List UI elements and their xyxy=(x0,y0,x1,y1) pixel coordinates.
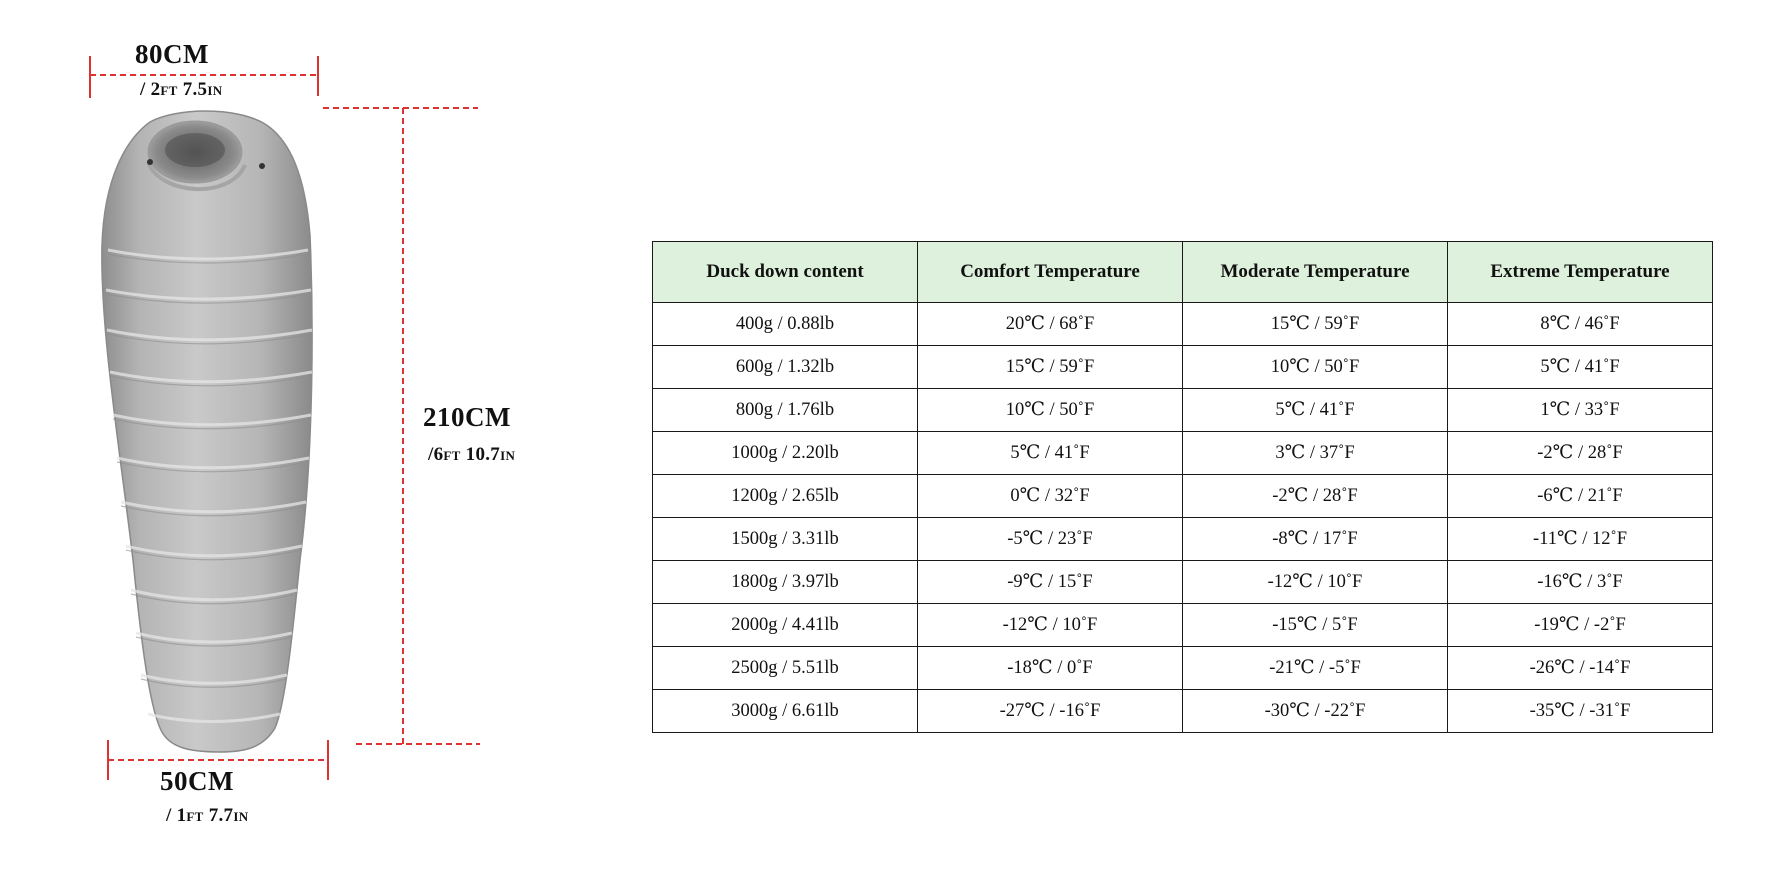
table-row xyxy=(653,475,1713,518)
table-cell: 1000g / 2.20lb xyxy=(653,432,918,475)
table-header-row xyxy=(653,242,1713,303)
table-cell: -11℃ / 12˚F xyxy=(1448,518,1713,561)
table-row xyxy=(653,346,1713,389)
table-cell: 5℃ / 41˚F xyxy=(1183,389,1448,432)
table-cell: 0℃ / 32˚F xyxy=(918,475,1183,518)
table-cell: 15℃ / 59˚F xyxy=(918,346,1183,389)
table-row xyxy=(653,561,1713,604)
table-cell: -12℃ / 10˚F xyxy=(918,604,1183,647)
table-cell: -21℃ / -5˚F xyxy=(1183,647,1448,690)
table-cell: -27℃ / -16˚F xyxy=(918,690,1183,733)
table-cell: -2℃ / 28˚F xyxy=(1448,432,1713,475)
table-cell: 10℃ / 50˚F xyxy=(918,389,1183,432)
table-cell: 3000g / 6.61lb xyxy=(653,690,918,733)
table-row xyxy=(653,518,1713,561)
table-row xyxy=(653,647,1713,690)
table-cell: -16℃ / 3˚F xyxy=(1448,561,1713,604)
header-down-content: Duck down content xyxy=(653,242,918,303)
table-cell: 2500g / 5.51lb xyxy=(653,647,918,690)
table-cell: -19℃ / -2˚F xyxy=(1448,604,1713,647)
table-cell: -18℃ / 0˚F xyxy=(918,647,1183,690)
length-cm-label: 210CM xyxy=(423,402,511,432)
table-row xyxy=(653,389,1713,432)
table-cell: -8℃ / 17˚F xyxy=(1183,518,1448,561)
table-cell: 1℃ / 33˚F xyxy=(1448,389,1713,432)
table-cell: -2℃ / 28˚F xyxy=(1183,475,1448,518)
top-width-imperial-label: / 2ft 7.5in xyxy=(140,79,223,100)
table-row xyxy=(653,604,1713,647)
top-width-cm-label: 80CM xyxy=(135,39,209,69)
bottom-width-cm-label: 50CM xyxy=(160,766,234,796)
table-cell: 5℃ / 41˚F xyxy=(1448,346,1713,389)
bottom-width-imperial-label: / 1ft 7.7in xyxy=(166,805,249,826)
table-cell: -15℃ / 5˚F xyxy=(1183,604,1448,647)
table-cell: -5℃ / 23˚F xyxy=(918,518,1183,561)
sleeping-bag-figure xyxy=(0,0,640,880)
table-cell: 10℃ / 50˚F xyxy=(1183,346,1448,389)
table-cell: -6℃ / 21˚F xyxy=(1448,475,1713,518)
table-cell: -35℃ / -31˚F xyxy=(1448,690,1713,733)
temperature-rating-table xyxy=(652,241,1713,733)
table-cell: 1800g / 3.97lb xyxy=(653,561,918,604)
table-cell: 20℃ / 68˚F xyxy=(918,303,1183,346)
table-cell: 2000g / 4.41lb xyxy=(653,604,918,647)
sleeping-bag-body xyxy=(102,111,312,752)
table-cell: 1500g / 3.31lb xyxy=(653,518,918,561)
table-cell: 5℃ / 41˚F xyxy=(918,432,1183,475)
table-cell: -9℃ / 15˚F xyxy=(918,561,1183,604)
table-cell: 800g / 1.76lb xyxy=(653,389,918,432)
table-cell: 8℃ / 46˚F xyxy=(1448,303,1713,346)
table-cell: -12℃ / 10˚F xyxy=(1183,561,1448,604)
table-row xyxy=(653,432,1713,475)
table-cell: 400g / 0.88lb xyxy=(653,303,918,346)
table-row xyxy=(653,303,1713,346)
table-cell: 15℃ / 59˚F xyxy=(1183,303,1448,346)
length-imperial-label: /6ft 10.7in xyxy=(428,444,516,465)
header-moderate-temperature: Moderate Temperature xyxy=(1183,242,1448,303)
table-cell: 1200g / 2.65lb xyxy=(653,475,918,518)
table-cell: 3℃ / 37˚F xyxy=(1183,432,1448,475)
table-cell: -30℃ / -22˚F xyxy=(1183,690,1448,733)
table-row xyxy=(653,690,1713,733)
table-cell: -26℃ / -14˚F xyxy=(1448,647,1713,690)
header-comfort-temperature: Comfort Temperature xyxy=(918,242,1183,303)
header-extreme-temperature: Extreme Temperature xyxy=(1448,242,1713,303)
table-cell: 600g / 1.32lb xyxy=(653,346,918,389)
